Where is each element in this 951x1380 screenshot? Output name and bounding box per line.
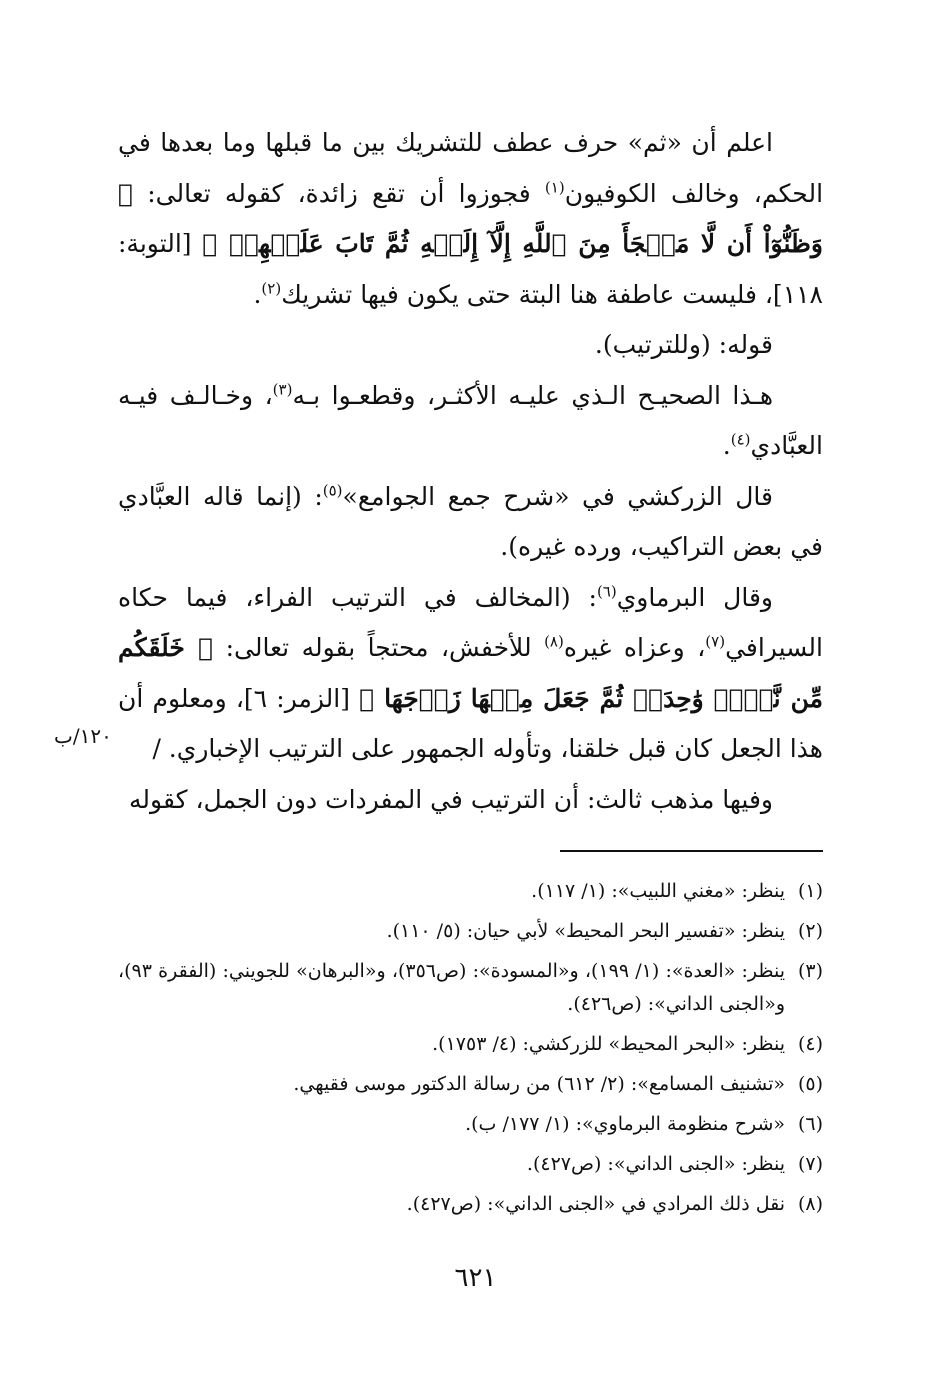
footnote-ref-3[interactable]: (٣) — [272, 380, 293, 399]
p5-text-e: للأخفش، محتجاً بقوله تعالى: — [213, 633, 545, 662]
p5-text-g: الجمهور على الترتيب الإخباري. / — [152, 734, 485, 763]
p3-text-a: هـذا الصحيـح الـذي عليـه الأكثـر، وقطعـوا بـه — [292, 380, 773, 410]
p5-text-a: وقال البرماوي — [616, 582, 773, 612]
footnote-number: (٢) — [797, 920, 823, 942]
footnote-ref-4[interactable]: (٤) — [730, 430, 751, 449]
p1-text-b: فجوزوا أن تقع زائدة، كقوله تعالى: — [133, 178, 545, 208]
footnote-text: نقل ذلك المرادي في «الجنى الداني»: (ص٤٢٧). — [406, 1193, 785, 1215]
footnote-ref-8[interactable]: (٨) — [544, 632, 564, 651]
footnote-ref-5[interactable]: (٥) — [322, 481, 343, 500]
footnote-item — [118, 875, 823, 908]
footnote-item — [118, 1108, 823, 1141]
paragraph-3 — [118, 371, 823, 472]
p1-line1: اعلم أن «ثم» حرف عطف للتشريك بين ما قبلها وما بعدها في الحكم، — [118, 128, 824, 208]
paragraph-2 — [118, 320, 823, 371]
footnote-item — [118, 1148, 823, 1181]
footnote-number: (٥) — [797, 1073, 823, 1095]
p3-text-b: ، وخـالـف فيـه — [118, 380, 273, 410]
footnote-number: (٧) — [797, 1153, 823, 1175]
p4-text-a: قال الزركشي في «شرح جمع الجوامع» — [342, 481, 773, 511]
p5-text-b: : (المخالف في الترتيب الفراء، فيما حكاه السيرافي — [118, 582, 823, 662]
footnote-text: ينظر: «تفسير البحر المحيط» لأبي حيان: (٥/ ١١٠). — [386, 920, 785, 942]
footnote-text: ينظر: «العدة»: (١/ ١٩٩)، و«المسودة»: (ص٣٥٦)، و«البرهان» للجويني: (الفقرة ٩٣)، و«الجنى الداني»: (ص٤٢٦). — [118, 960, 785, 1015]
footnotes — [118, 875, 823, 1228]
footnote-ref-6[interactable]: (٦) — [596, 582, 617, 601]
footnote-ref-2[interactable]: (٢) — [261, 279, 282, 298]
main-text — [118, 118, 823, 825]
paragraph-1 — [118, 118, 823, 320]
p3-text-c: العبَّادي — [750, 431, 823, 460]
footnote-text: ينظر: «الجنى الداني»: (ص٤٢٧). — [526, 1153, 785, 1175]
paragraph-6 — [118, 775, 823, 826]
footnote-text: ينظر: «البحر المحيط» للزركشي: (٤/ ١٧٥٣). — [432, 1033, 785, 1055]
footnote-item — [118, 1188, 823, 1221]
p5-text-c: ، — [697, 633, 706, 662]
footnote-item — [118, 955, 823, 1021]
footnote-item — [118, 1028, 823, 1061]
footnote-number: (٦) — [797, 1113, 823, 1135]
footnote-ref-1[interactable]: (١) — [544, 178, 565, 197]
footnote-separator — [560, 850, 823, 852]
footnote-number: (٨) — [797, 1193, 823, 1215]
footnote-text: ينظر: «مغني اللبيب»: (١/ ١١٧). — [531, 880, 785, 902]
p3-text-d: . — [722, 431, 731, 460]
footnote-number: (٤) — [797, 1033, 823, 1055]
p1-text-c: البتة حتى يكون فيها تشريك — [281, 279, 562, 309]
page-number: ٦٢١ — [454, 1263, 497, 1293]
p5-text-f: [الزمر: ٦]، ومعلوم أن هذا الجعل كان قبل خلقنا، وتأوله — [118, 683, 823, 763]
p4-text-b: : (إنما قاله العبَّادي في بعض — [118, 481, 823, 561]
paragraph-5 — [118, 573, 823, 775]
paragraph-4 — [118, 472, 823, 573]
p5-text-d: وعزاه غيره — [563, 633, 685, 662]
p2-text: قوله: (وللترتيب). — [594, 330, 773, 359]
footnote-ref-7[interactable]: (٧) — [705, 632, 726, 651]
quran-verse-zumar: ﴿ خَلَقَكُم مِّن نَّفۡسٖ وَٰحِدَةٖ ثُمَّ جَعَلَ مِنۡهَا زَوۡجَهَا ﴾ — [118, 633, 823, 713]
footnote-item — [118, 915, 823, 948]
p1-text-a: وخالف الكوفيون — [564, 178, 740, 208]
footnote-text: «شرح منظومة البرماوي»: (١/ ١٧٧/ ب). — [465, 1113, 785, 1135]
footnote-number: (٣) — [797, 960, 823, 982]
footnote-item — [118, 1068, 823, 1101]
quran-verse-tawba: ﴿ وَظَنُّوٓاْ أَن لَّا مَلۡجَأَ مِنَ ٱللَّهِ إِلَّآ إِلَيۡهِ ثُمَّ تَابَ عَلَيۡهِمۡ ﴾ — [118, 178, 823, 258]
p1-reference: [التوبة: ١١٨]، فليست عاطفة هنا — [118, 229, 823, 309]
footnote-number: (١) — [797, 880, 823, 902]
manuscript-folio-note: ١٢٠/ب — [54, 724, 112, 748]
p1-text-d: . — [253, 279, 262, 309]
p6-text: وفيها مذهب ثالث: أن الترتيب في المفردات دون الجمل، كقوله — [129, 784, 773, 814]
p4-text-c: التراكيب، ورده غيره). — [500, 532, 725, 561]
footnote-text: «تشنيف المسامع»: (٢/ ٦١٢) من رسالة الدكتور موسى فقيهي. — [293, 1073, 785, 1095]
